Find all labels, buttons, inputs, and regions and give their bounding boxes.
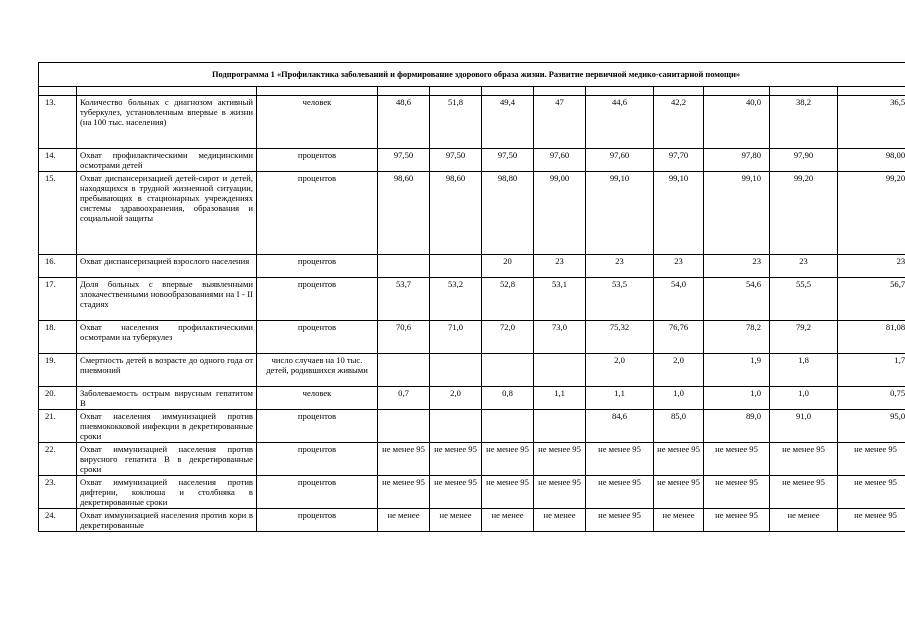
value-cell: 97,60	[534, 149, 586, 172]
value-cell: не менее 95	[838, 509, 905, 532]
value-cell: не менее 95	[704, 476, 770, 509]
value-cell: 51,8	[430, 96, 482, 149]
value-cell: 53,5	[586, 278, 654, 321]
value-cell: не менее	[534, 509, 586, 532]
value-cell: не менее	[770, 509, 838, 532]
value-cell: 23	[838, 255, 905, 278]
value-cell: не менее 95	[838, 443, 905, 476]
unit-cell: процентов	[257, 443, 378, 476]
value-cell: не менее	[654, 509, 704, 532]
indicator-name: Охват диспансеризацией детей-сирот и детей, находящихся в трудной жизненной ситуации, пребывающих в стационарных учреждениях системы здравоохранения, образования и социальной защиты	[77, 172, 257, 255]
value-cell: 53,2	[430, 278, 482, 321]
value-cell: не менее 95	[482, 443, 534, 476]
value-cell: 0,8	[482, 387, 534, 410]
indicators-table	[38, 62, 905, 532]
value-cell	[534, 410, 586, 443]
value-cell: не менее 95	[378, 476, 430, 509]
indicator-name: Охват иммунизацией населения против вирусного гепатита В в декретированные сроки	[77, 443, 257, 476]
indicator-name: Охват профилактическими медицинскими осмотрами детей	[77, 149, 257, 172]
value-cell: 97,50	[482, 149, 534, 172]
value-cell: 23	[654, 255, 704, 278]
value-cell: не менее 95	[654, 443, 704, 476]
row-number: 17.	[39, 278, 77, 321]
table-row	[39, 410, 905, 443]
value-cell: 40,0	[704, 96, 770, 149]
value-cell: 75,32	[586, 321, 654, 354]
value-cell	[482, 410, 534, 443]
row-number: 15.	[39, 172, 77, 255]
indicator-name: Охват диспансеризацией взрослого населения	[77, 255, 257, 278]
table-row	[39, 149, 905, 172]
value-cell: не менее 95	[586, 509, 654, 532]
value-cell: 23	[770, 255, 838, 278]
value-cell: не менее 95	[534, 476, 586, 509]
unit-cell: процентов	[257, 321, 378, 354]
value-cell: 56,7	[838, 278, 905, 321]
indicator-name: Охват иммунизацией населения против кори в декретированные	[77, 509, 257, 532]
row-number: 24.	[39, 509, 77, 532]
value-cell: 47	[534, 96, 586, 149]
unit-cell: число случаев на 10 тыс. детей, родившихся живыми	[257, 354, 378, 387]
value-cell: не менее	[482, 509, 534, 532]
value-cell	[482, 354, 534, 387]
value-cell: 84,6	[586, 410, 654, 443]
value-cell: 1,8	[770, 354, 838, 387]
value-cell: не менее 95	[654, 476, 704, 509]
value-cell: 70,6	[378, 321, 430, 354]
row-number: 21.	[39, 410, 77, 443]
value-cell: 98,00	[838, 149, 905, 172]
value-cell	[378, 354, 430, 387]
value-cell: 97,70	[654, 149, 704, 172]
value-cell: не менее 95	[770, 476, 838, 509]
indicator-name: Количество больных с диагнозом активный туберкулез, установленным впервые в жизни (на 100 тыс. населения)	[77, 96, 257, 149]
value-cell: 53,1	[534, 278, 586, 321]
value-cell: 23	[586, 255, 654, 278]
value-cell: 99,10	[704, 172, 770, 255]
indicator-name: Охват иммунизацией населения против дифтерии, коклюша и столбняка в декретированные сроки	[77, 476, 257, 509]
table-row	[39, 96, 905, 149]
row-number: 16.	[39, 255, 77, 278]
value-cell: 98,60	[378, 172, 430, 255]
value-cell	[430, 410, 482, 443]
value-cell: 76,76	[654, 321, 704, 354]
value-cell: 1,9	[704, 354, 770, 387]
value-cell: не менее	[378, 509, 430, 532]
value-cell: 85,0	[654, 410, 704, 443]
table-row	[39, 509, 905, 532]
value-cell: 72,0	[482, 321, 534, 354]
value-cell: 1,0	[654, 387, 704, 410]
value-cell: не менее 95	[838, 476, 905, 509]
value-cell: 1,0	[704, 387, 770, 410]
row-number: 20.	[39, 387, 77, 410]
value-cell: не менее 95	[586, 443, 654, 476]
value-cell: 98,60	[430, 172, 482, 255]
value-cell: 99,20	[838, 172, 905, 255]
value-cell	[378, 255, 430, 278]
value-cell: 89,0	[704, 410, 770, 443]
indicator-name: Смертность детей в возрасте до одного года от пневмоний	[77, 354, 257, 387]
value-cell: 97,50	[430, 149, 482, 172]
value-cell	[430, 255, 482, 278]
value-cell: 73,0	[534, 321, 586, 354]
value-cell: 54,0	[654, 278, 704, 321]
value-cell: 2,0	[430, 387, 482, 410]
value-cell: 44,6	[586, 96, 654, 149]
table-row	[39, 354, 905, 387]
table-row	[39, 476, 905, 509]
value-cell: 99,10	[586, 172, 654, 255]
value-cell: 48,6	[378, 96, 430, 149]
value-cell: 55,5	[770, 278, 838, 321]
unit-cell: процентов	[257, 149, 378, 172]
unit-cell: процентов	[257, 509, 378, 532]
table-row	[39, 443, 905, 476]
row-number: 18.	[39, 321, 77, 354]
table-row	[39, 255, 905, 278]
table-row	[39, 321, 905, 354]
unit-cell: процентов	[257, 476, 378, 509]
value-cell	[430, 354, 482, 387]
value-cell: 36,5	[838, 96, 905, 149]
value-cell: не менее	[430, 509, 482, 532]
value-cell: 20	[482, 255, 534, 278]
value-cell: 54,6	[704, 278, 770, 321]
value-cell: 52,8	[482, 278, 534, 321]
row-number: 23.	[39, 476, 77, 509]
row-number: 14.	[39, 149, 77, 172]
value-cell: 97,50	[378, 149, 430, 172]
row-number: 22.	[39, 443, 77, 476]
spacer-row	[39, 87, 905, 96]
unit-cell: человек	[257, 96, 378, 149]
row-number: 13.	[39, 96, 77, 149]
document-page	[38, 62, 905, 532]
value-cell: 99,00	[534, 172, 586, 255]
value-cell: 42,2	[654, 96, 704, 149]
value-cell	[534, 354, 586, 387]
row-number: 19.	[39, 354, 77, 387]
indicator-name: Доля больных с впервые выявленными злокачественными новообразованиями на I - II стадиях	[77, 278, 257, 321]
value-cell: 79,2	[770, 321, 838, 354]
value-cell: не менее 95	[378, 443, 430, 476]
unit-cell: процентов	[257, 255, 378, 278]
value-cell: не менее 95	[430, 476, 482, 509]
value-cell	[378, 410, 430, 443]
value-cell: 78,2	[704, 321, 770, 354]
value-cell: не менее 95	[704, 509, 770, 532]
value-cell: 97,80	[704, 149, 770, 172]
unit-cell: процентов	[257, 172, 378, 255]
value-cell: не менее 95	[704, 443, 770, 476]
indicator-name: Заболеваемость острым вирусным гепатитом В	[77, 387, 257, 410]
table-row	[39, 278, 905, 321]
value-cell: 1,7	[838, 354, 905, 387]
value-cell: 95,0	[838, 410, 905, 443]
value-cell: 38,2	[770, 96, 838, 149]
value-cell: 49,4	[482, 96, 534, 149]
value-cell: не менее 95	[430, 443, 482, 476]
value-cell: 1,0	[770, 387, 838, 410]
value-cell: 2,0	[586, 354, 654, 387]
value-cell: 99,10	[654, 172, 704, 255]
value-cell: не менее 95	[586, 476, 654, 509]
value-cell: 23	[704, 255, 770, 278]
value-cell: 99,20	[770, 172, 838, 255]
subprogram-header-row	[39, 63, 905, 87]
table-row	[39, 172, 905, 255]
table-row	[39, 387, 905, 410]
value-cell: не менее 95	[770, 443, 838, 476]
value-cell: 0,7	[378, 387, 430, 410]
value-cell: не менее 95	[482, 476, 534, 509]
unit-cell: процентов	[257, 410, 378, 443]
value-cell: 91,0	[770, 410, 838, 443]
value-cell: 1,1	[586, 387, 654, 410]
subprogram-title: Подпрограмма 1 «Профилактика заболеваний и формирование здорового образа жизни. Развитие первичной медико-санитарной помощи»	[39, 63, 905, 87]
value-cell: 53,7	[378, 278, 430, 321]
value-cell: 1,1	[534, 387, 586, 410]
value-cell: 97,60	[586, 149, 654, 172]
value-cell: 23	[534, 255, 586, 278]
indicator-name: Охват населения профилактическими осмотрами на туберкулез	[77, 321, 257, 354]
value-cell: 81,08	[838, 321, 905, 354]
value-cell: 0,75	[838, 387, 905, 410]
value-cell: не менее 95	[534, 443, 586, 476]
unit-cell: человек	[257, 387, 378, 410]
value-cell: 98,80	[482, 172, 534, 255]
value-cell: 2,0	[654, 354, 704, 387]
value-cell: 97,90	[770, 149, 838, 172]
value-cell: 71,0	[430, 321, 482, 354]
unit-cell: процентов	[257, 278, 378, 321]
indicator-name: Охват населения иммунизацией против пневмококковой инфекции в декретированные сроки	[77, 410, 257, 443]
